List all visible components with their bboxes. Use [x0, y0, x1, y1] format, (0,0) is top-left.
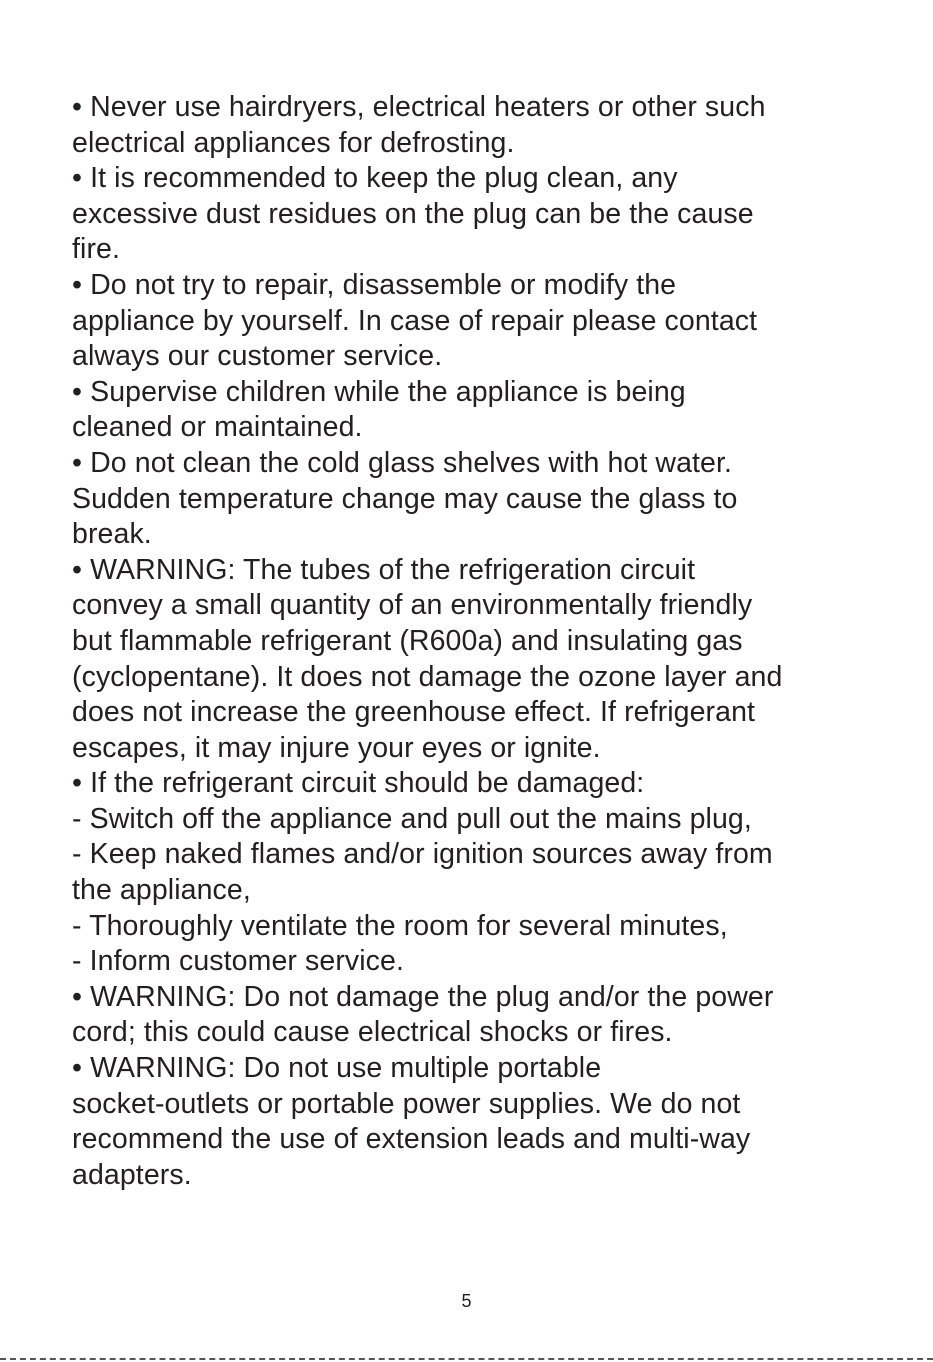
- text-line: • Supervise children while the appliance is being: [72, 375, 686, 408]
- text-line: always our customer service.: [72, 340, 443, 373]
- text-line: recommend the use of extension leads and multi-way: [72, 1123, 751, 1156]
- text-line: Sudden temperature change may cause the glass to: [72, 482, 738, 515]
- page-bottom-divider: [0, 1358, 933, 1360]
- text-line: cleaned or maintained.: [72, 411, 363, 444]
- text-line: but flammable refrigerant (R600a) and insulating gas: [72, 624, 743, 657]
- text-line: escapes, it may injure your eyes or ignite.: [72, 731, 601, 764]
- text-line: • Never use hairdryers, electrical heaters or other such: [72, 91, 766, 123]
- text-line: adapters.: [72, 1158, 192, 1191]
- text-line: • WARNING: Do not damage the plug and/or the power: [72, 980, 774, 1013]
- text-line: cord; this could cause electrical shocks or fires.: [72, 1016, 673, 1049]
- text-line: socket-outlets or portable power supplies. We do not: [72, 1087, 741, 1120]
- text-line: convey a small quantity of an environmentally friendly: [72, 589, 753, 622]
- text-line: - Switch off the appliance and pull out the mains plug,: [72, 802, 752, 835]
- text-line: does not increase the greenhouse effect. If refrigerant: [72, 696, 756, 729]
- text-line: • Do not clean the cold glass shelves with hot water.: [72, 446, 733, 479]
- page-number: 5: [461, 1291, 472, 1311]
- text-line: • WARNING: The tubes of the refrigeration circuit: [72, 553, 696, 586]
- text-line: - Thoroughly ventilate the room for several minutes,: [72, 909, 728, 942]
- document-body: [72, 90, 872, 1193]
- text-line: - Keep naked flames and/or ignition sources away from: [72, 838, 773, 871]
- text-line: excessive dust residues on the plug can be the cause: [72, 197, 754, 230]
- text-line: fire.: [72, 233, 121, 266]
- text-line: • Do not try to repair, disassemble or modify the: [72, 268, 677, 301]
- text-line: the appliance,: [72, 874, 251, 907]
- text-line: • WARNING: Do not use multiple portable: [72, 1052, 602, 1085]
- text-line: electrical appliances for defrosting.: [72, 126, 515, 159]
- text-line: (cyclopentane). It does not damage the ozone layer and: [72, 660, 783, 693]
- text-line: • It is recommended to keep the plug clean, any: [72, 162, 678, 195]
- text-line: • If the refrigerant circuit should be damaged:: [72, 767, 645, 800]
- text-line: break.: [72, 518, 152, 551]
- text-line: appliance by yourself. In case of repair please contact: [72, 304, 758, 337]
- text-line: - Inform customer service.: [72, 945, 405, 978]
